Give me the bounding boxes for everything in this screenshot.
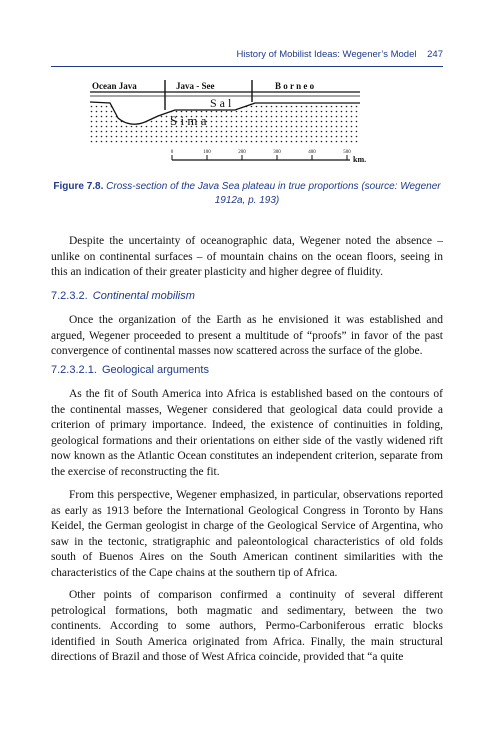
scale-tick-3: 300 (273, 150, 281, 155)
label-sal: S a l (210, 96, 232, 110)
caption-label: Figure 7.8. (53, 181, 104, 192)
page-number: 247 (427, 49, 443, 60)
paragraph-2: Once the organization of the Earth as he envisioned it was established and argued, Wegener proceeded to present a multitude of “proofs” in favor of the past convergence of continental masses now scattered across the surface of the globe. (51, 314, 443, 358)
section-number: 7.2.3.2. (51, 290, 88, 302)
paragraph-5: Other points of comparison confirmed a continuity of several different petrological formations, both magmatic and sedimentary, between the two continents. According to some authors, Permo-Carboniferous erratic blocks identified in South America originated from Africa. Finally, the main structural directions of Brazil and those of West Africa coincide, provided that “a quite (51, 589, 443, 664)
section-heading-7-2-3-2-1 (51, 364, 209, 376)
running-head (236, 49, 443, 60)
label-ocean-java: Ocean Java (92, 81, 137, 91)
label-sima: S i m a (170, 113, 207, 128)
subsection-title: Geological arguments (101, 364, 209, 376)
paragraph-1: Despite the uncertainty of oceanographic data, Wegener noted the absence – unlike on continental surfaces – of mountain chains on the ocean floors, seeing in this an indication of their greater plasticity and higher degree of fluidity. (51, 235, 443, 279)
scale-tick-1: 100 (203, 150, 211, 155)
paragraph-3-block (51, 387, 443, 481)
paragraph-1-block (51, 234, 443, 281)
subsection-number: 7.2.3.2.1. (51, 364, 97, 376)
java-sea-cross-section-figure (80, 70, 400, 175)
scale-tick-0: 0 (170, 150, 174, 155)
paragraph-3: As the fit of South America into Africa is established based on the contours of the continental masses, Wegener considered that geological data could provide a criterion of primary importance. Indeed, the existence of continuities in folding, geological formations and their orientations on either side of the vastly widened rift now known as the Atlantic Ocean constitutes an independent criterion, separate from the exercise of reconstructing the fit. (51, 388, 443, 478)
running-head-title: History of Mobilist Ideas: Wegener’s Model (236, 49, 417, 60)
paragraph-4: From this perspective, Wegener emphasized, in particular, observations reported as early as 1913 before the International Geological Congress in Toronto by Hans Keidel, the German geologist in charge of the Geological Service of Argentina, who saw in the tectonic, stratigraphic and paleontological characteristics of old folds south of Buenos Aires on the South American continent similarities with the characteristics of the Cape chains at the southern tip of Africa. (51, 489, 443, 579)
scale-bar (171, 150, 366, 164)
label-borneo: B o r n e o (275, 81, 315, 91)
caption-text: Cross-section of the Java Sea plateau in true proportions (source: Wegener 1912a, p. 193) (106, 181, 441, 206)
scale-tick-5: 500 (343, 150, 351, 155)
figure-caption (51, 180, 443, 208)
paragraph-4-block (51, 488, 443, 582)
scale-unit: km. (353, 155, 367, 164)
scale-tick-4: 400 (308, 150, 316, 155)
paragraph-2-block (51, 313, 443, 360)
section-title: Continental mobilism (92, 290, 195, 302)
section-heading-7-2-3-2 (51, 290, 195, 302)
paragraph-5-block (51, 588, 443, 666)
label-java-see: Java - See (176, 81, 215, 91)
header-rule (51, 66, 443, 67)
scale-tick-2: 200 (238, 150, 246, 155)
